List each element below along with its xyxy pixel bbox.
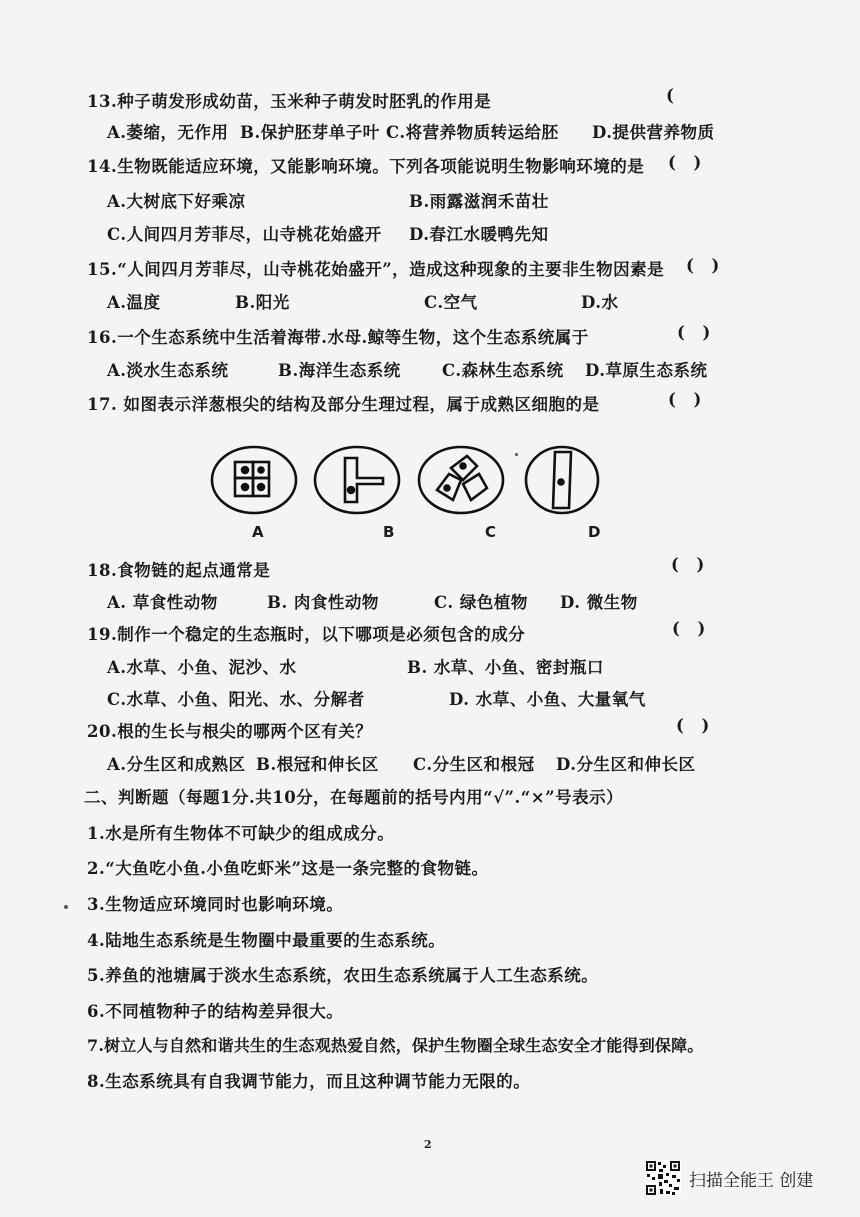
q17-figure — [205, 440, 615, 520]
q18-option-a: A. 草食性动物 — [107, 593, 218, 612]
cell-a-icon — [212, 447, 296, 513]
q17-paren: ( ) — [668, 390, 708, 409]
q14-option-c: C.人间四月芳菲尽，山寺桃花始盛开 — [107, 225, 382, 244]
q20-option-b: B.根冠和伸长区 — [256, 755, 379, 774]
scanner-watermark — [645, 1160, 813, 1196]
cell-d-icon — [526, 447, 598, 513]
q17-label-c: C — [485, 523, 497, 541]
q18-option-d: D. 微生物 — [560, 593, 638, 612]
judge-item: 6.不同植物种子的结构差异很大。 — [87, 1002, 344, 1021]
q20-paren: ( ) — [676, 716, 716, 735]
q13-option-a: A.萎缩，无作用 — [107, 123, 229, 142]
section2-heading: 二、判断题（每题1分.共10分，在每题前的括号内用“√”.“×”号表示） — [84, 788, 624, 807]
judge-item: 5.养鱼的池塘属于淡水生态系统，农田生态系统属于人工生态系统。 — [87, 966, 599, 985]
q14-options-row1 — [107, 188, 707, 212]
q19-option-a: A.水草、小鱼、泥沙、水 — [107, 658, 297, 677]
q15-option-b: B.阳光 — [235, 293, 290, 312]
q16-paren: ( ) — [677, 323, 717, 342]
q18-option-b: B. 肉食性动物 — [267, 593, 379, 612]
scanner-watermark-text: 扫描全能王 创建 — [689, 1170, 814, 1191]
q18-paren: ( ) — [671, 555, 711, 574]
judge-item: 1.水是所有生物体不可缺少的组成成分。 — [87, 824, 395, 843]
q16-option-d: D.草原生态系统 — [585, 361, 708, 380]
q20-option-a: A.分生区和成熟区 — [107, 755, 246, 774]
judge-item: 4.陆地生态系统是生物圈中最重要的生态系统。 — [87, 931, 446, 950]
scan-speck — [515, 453, 518, 456]
q15-option-c: C.空气 — [424, 293, 478, 312]
q19-option-d: D. 水草、小鱼、大量氧气 — [449, 690, 646, 709]
q14-option-d: D.春江水暖鸭先知 — [409, 225, 549, 244]
q14-option-a: A.大树底下好乘凉 — [107, 192, 246, 211]
q19-options-row2 — [107, 686, 747, 710]
q20-stem: 20.根的生长与根尖的哪两个区有关？ — [87, 722, 373, 741]
judge-item: 2.“大鱼吃小鱼.小鱼吃虾米”这是一条完整的食物链。 — [87, 859, 489, 878]
cell-c-icon — [419, 447, 503, 513]
q20-options — [107, 751, 747, 775]
q16-option-a: A.淡水生态系统 — [107, 361, 229, 380]
q16-option-c: C.森林生态系统 — [442, 361, 564, 380]
scan-speck — [64, 905, 68, 909]
q17-label-d: D — [588, 523, 601, 541]
q19-stem: 19.制作一个稳定的生态瓶时，以下哪项是必须包含的成分 — [87, 625, 526, 644]
q16-options — [107, 357, 747, 381]
q15-option-a: A.温度 — [107, 293, 161, 312]
q16-option-b: B.海洋生态系统 — [278, 361, 401, 380]
q13-option-d: D.提供营养物质 — [592, 123, 715, 142]
q15-stem: 15.“人间四月芳菲尽，山寺桃花始盛开”，造成这种现象的主要非生物因素是 — [87, 260, 665, 279]
q18-option-c: C. 绿色植物 — [434, 593, 528, 612]
q20-option-d: D.分生区和伸长区 — [556, 755, 696, 774]
q17-stem: 17. 如图表示洋葱根尖的结构及部分生理过程，属于成熟区细胞的是 — [87, 395, 600, 414]
q15-options — [107, 289, 707, 313]
q19-options-row1 — [107, 654, 747, 678]
q17-label-a: A — [252, 523, 264, 541]
q15-paren: ( ) — [686, 256, 726, 275]
judge-item: 3.生物适应环境同时也影响环境。 — [87, 895, 344, 914]
cell-b-icon — [315, 447, 399, 513]
q14-stem: 14.生物既能适应环境，又能影响环境。下列各项能说明生物影响环境的是 — [87, 157, 645, 176]
q18-options — [107, 589, 707, 613]
page-number: 2 — [424, 1138, 432, 1151]
q15-option-d: D.水 — [581, 293, 619, 312]
q13-option-b: B.保护胚芽单子叶 — [240, 123, 380, 142]
q17-label-b: B — [383, 523, 395, 541]
q13-paren: ( — [666, 86, 680, 105]
q13-option-c: C.将营养物质转运给胚 — [386, 123, 559, 142]
q19-option-c: C.水草、小鱼、阳光、水、分解者 — [107, 690, 365, 709]
q13-options — [107, 119, 747, 143]
q19-paren: ( ) — [672, 619, 712, 638]
qr-code-icon — [645, 1160, 681, 1196]
q18-stem: 18.食物链的起点通常是 — [87, 561, 271, 580]
q14-paren: ( ) — [668, 153, 708, 172]
q14-options-row2 — [107, 221, 707, 245]
q19-option-b: B. 水草、小鱼、密封瓶口 — [407, 658, 604, 677]
judge-item: 8.生态系统具有自我调节能力，而且这种调节能力无限的。 — [87, 1072, 531, 1091]
q14-option-b: B.雨露滋润禾苗壮 — [409, 192, 549, 211]
q20-option-c: C.分生区和根冠 — [413, 755, 535, 774]
q16-stem: 16.一个生态系统中生活着海带.水母.鲸等生物，这个生态系统属于 — [87, 328, 589, 347]
judge-item: 7.树立人与自然和谐共生的生态观热爱自然，保护生物圈全球生态安全才能得到保障。 — [87, 1036, 704, 1055]
q13-stem: 13.种子萌发形成幼苗，玉米种子萌发时胚乳的作用是 — [87, 92, 492, 111]
